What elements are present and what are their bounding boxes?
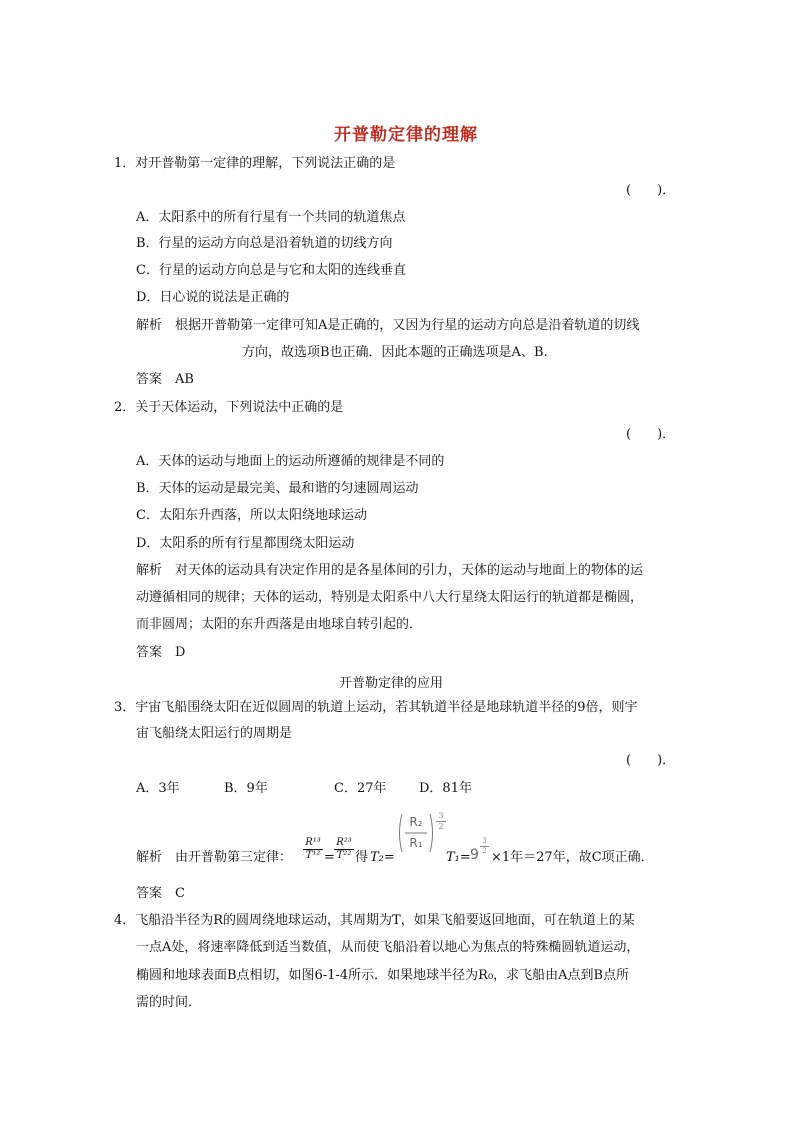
q3-answer: 答案 C: [136, 886, 185, 901]
t2-label: T₂=: [370, 850, 395, 865]
q2-analysis-line2: 动遵循相同的规律；天体的运动，特别是太阳系中八大行星绕太阳运行的轨道都是椭圆，: [136, 590, 644, 605]
fraction-denominator: T¹²: [305, 850, 321, 861]
q1-answer-blank: ( )．: [626, 183, 676, 198]
q3-answer-blank: ( )．: [626, 753, 676, 768]
t1-label: T₁=: [446, 850, 471, 865]
exponent-numerator: 3: [482, 837, 487, 845]
q3-stem-line2: 宙飞船绕太阳运行的周期是: [136, 726, 293, 741]
q1-answer: 答案 AB: [136, 372, 194, 387]
fraction-r2-t2: [334, 838, 354, 861]
q3-option-d: D．81年: [419, 781, 472, 796]
q2-analysis-line3: 而非圆周；太阳的东升西落是由地球自转引起的．: [136, 617, 423, 632]
q1-option-a: A．太阳系中的所有行星有一个共同的轨道焦点: [136, 210, 406, 225]
q3-option-c: C．27年: [334, 781, 387, 796]
fraction-numerator: R¹³: [305, 837, 321, 848]
q4-line2: 一点A处，将速率降低到适当数值，从而使飞船沿着以地心为焦点的特殊椭圆轨道运动，: [136, 940, 640, 955]
fraction-r1-t1: [303, 838, 323, 861]
q2-option-c: C．太阳东升西落，所以太阳绕地球运动: [136, 508, 367, 523]
fraction-denominator: T²²: [336, 850, 352, 861]
ratio-denominator: R₁: [409, 836, 423, 850]
exponent-denominator: 2: [482, 847, 487, 855]
q2-option-b: B．天体的运动是最完美、最和谐的匀速圆周运动: [136, 481, 419, 496]
q3-stem-line1: 3．宇宙飞船围绕太阳在近似圆周的轨道上运动，若其轨道半径是地球轨道半径的9倍，则宇: [114, 700, 638, 715]
q1-option-d: D．日心说的说法是正确的: [136, 290, 290, 305]
q2-answer-blank: ( )．: [626, 427, 676, 442]
q2-option-a: A．天体的运动与地面上的运动所遵循的规律是不同的: [136, 454, 445, 469]
base-nine: 9: [470, 847, 479, 863]
q4-line4: 需的时间．: [136, 995, 202, 1010]
q1-analysis-line1: 解析 根据开普勒第一定律可知A是正确的，又因为行星的运动方向总是沿着轨道的切线: [136, 318, 640, 333]
section-heading: 开普勒定律的应用: [339, 676, 444, 691]
q3-analysis-tail: ×1年＝27年，故C项正确．: [491, 850, 654, 865]
de-text: 得: [355, 850, 369, 865]
q3-option-b: B．9年: [224, 781, 268, 796]
page-title: 开普勒定律的理解: [334, 125, 478, 145]
q1-stem: 1．对开普勒第一定律的理解，下列说法正确的是: [114, 156, 396, 171]
q2-option-d: D．太阳系的所有行星都围绕太阳运动: [136, 536, 355, 551]
q2-answer: 答案 D: [136, 645, 186, 660]
exponent-numerator: 3: [438, 811, 444, 820]
exponent-three-halves-2: [480, 838, 489, 855]
q2-stem: 2．关于天体运动，下列说法中正确的是: [114, 400, 344, 415]
fraction-numerator: R²³: [336, 837, 352, 848]
q4-line3: 椭圆和地球表面B点相切，如图6-1-4所示．如果地球半径为R₀，求飞船由A点到B点所: [136, 968, 630, 983]
q1-option-c: C．行星的运动方向总是与它和太阳的连线垂直: [136, 263, 406, 278]
q1-analysis-line2: 方向，故选项B也正确．因此本题的正确选项是A、B.: [242, 345, 548, 360]
q1-option-b: B．行星的运动方向总是沿着轨道的切线方向: [136, 236, 393, 251]
exponent-denominator: 2: [438, 822, 444, 831]
exponent-three-halves: [436, 812, 446, 831]
equals-sign: =: [324, 850, 335, 865]
q3-option-a: A．3年: [136, 781, 180, 796]
q2-analysis-line1: 解析 对天体的运动具有决定作用的是各星体间的引力，天体的运动与地面上的物体的运: [136, 563, 644, 578]
q4-line1: 4．飞船沿半径为R的圆周绕地球运动，其周期为T，如果飞船要返回地面，可在轨道上的某: [114, 913, 635, 928]
ratio-numerator: R₂: [409, 815, 423, 829]
q3-analysis-prefix: 解析 由开普勒第三定律：: [136, 850, 293, 865]
